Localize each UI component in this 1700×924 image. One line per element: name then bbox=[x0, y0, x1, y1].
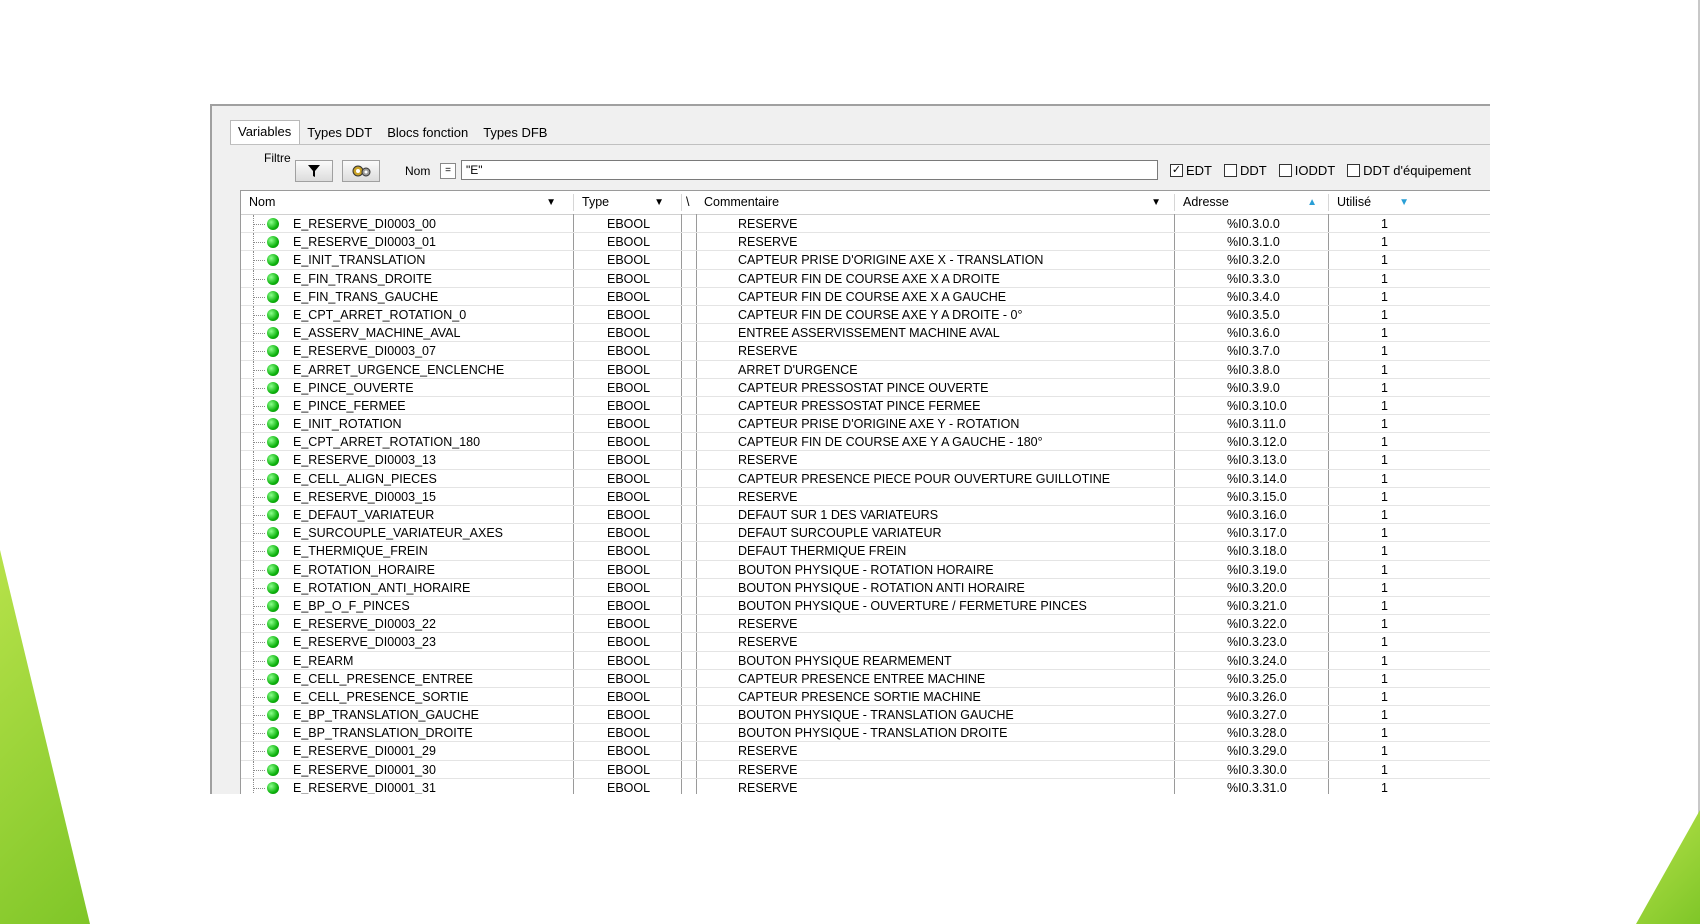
variable-name-cell: E_ASSERV_MACHINE_AVAL bbox=[293, 326, 461, 341]
variable-type-cell: EBOOL bbox=[607, 544, 651, 559]
variable-status-icon bbox=[267, 436, 279, 448]
variable-name-cell: E_REARM bbox=[293, 653, 354, 668]
filter-label: Filtre bbox=[264, 151, 291, 165]
variable-status-icon bbox=[267, 691, 279, 703]
variable-used-cell: 1 bbox=[1381, 253, 1388, 268]
variables-table bbox=[240, 190, 1490, 794]
variable-status-icon bbox=[267, 327, 279, 339]
variable-address-cell: %I0.3.10.0 bbox=[1227, 398, 1287, 413]
variable-comment-cell: RESERVE bbox=[738, 744, 798, 759]
column-header-address[interactable]: Adresse ▲ bbox=[1175, 191, 1327, 214]
variable-address-cell: %I0.3.22.0 bbox=[1227, 617, 1287, 632]
variable-name-cell: E_FIN_TRANS_DROITE bbox=[293, 271, 432, 286]
variable-status-icon bbox=[267, 273, 279, 285]
variable-status-icon bbox=[267, 218, 279, 230]
variable-type-cell: EBOOL bbox=[607, 217, 651, 231]
table-row[interactable] bbox=[241, 379, 1490, 397]
table-row[interactable] bbox=[241, 415, 1490, 433]
variable-used-cell: 1 bbox=[1381, 544, 1388, 559]
variable-used-cell: 1 bbox=[1381, 526, 1388, 541]
table-row[interactable] bbox=[241, 233, 1490, 251]
variable-used-cell: 1 bbox=[1381, 453, 1388, 468]
variable-type-cell: EBOOL bbox=[607, 526, 651, 541]
variable-name-cell: E_ROTATION_ANTI_HORAIRE bbox=[293, 580, 471, 595]
tree-connector bbox=[253, 551, 265, 552]
variable-status-icon bbox=[267, 236, 279, 248]
table-row[interactable] bbox=[241, 288, 1490, 306]
variable-type-cell: EBOOL bbox=[607, 307, 651, 322]
variable-used-cell: 1 bbox=[1381, 217, 1388, 231]
variable-type-cell: EBOOL bbox=[607, 417, 651, 432]
variable-used-cell: 1 bbox=[1381, 417, 1388, 432]
column-header-name[interactable]: Nom ▼ bbox=[241, 191, 566, 214]
tree-connector bbox=[253, 733, 265, 734]
table-row[interactable] bbox=[241, 688, 1490, 706]
variable-address-cell: %I0.3.6.0 bbox=[1227, 326, 1280, 341]
variable-type-cell: EBOOL bbox=[607, 471, 651, 486]
variable-address-cell: %I0.3.0.0 bbox=[1227, 217, 1280, 231]
variable-address-cell: %I0.3.14.0 bbox=[1227, 471, 1287, 486]
table-row[interactable] bbox=[241, 270, 1490, 288]
tab-ddt-types[interactable]: Types DDT bbox=[300, 122, 380, 145]
variable-status-icon bbox=[267, 527, 279, 539]
table-row[interactable] bbox=[241, 506, 1490, 524]
variable-name-cell: E_ROTATION_HORAIRE bbox=[293, 562, 435, 577]
variable-name-cell: E_RESERVE_DI0001_30 bbox=[293, 762, 436, 777]
variable-type-cell: EBOOL bbox=[607, 435, 651, 450]
variable-address-cell: %I0.3.15.0 bbox=[1227, 489, 1287, 504]
tree-connector bbox=[253, 497, 265, 498]
tree-connector bbox=[253, 606, 265, 607]
variable-used-cell: 1 bbox=[1381, 508, 1388, 522]
type-checkboxes bbox=[1170, 163, 1471, 178]
variable-type-cell: EBOOL bbox=[607, 271, 651, 286]
variable-used-cell: 1 bbox=[1381, 344, 1388, 359]
variable-type-cell: EBOOL bbox=[607, 398, 651, 413]
variable-type-cell: EBOOL bbox=[607, 235, 651, 250]
variable-status-icon bbox=[267, 454, 279, 466]
name-filter-input[interactable] bbox=[461, 160, 1158, 180]
variable-address-cell: %I0.3.29.0 bbox=[1227, 744, 1287, 759]
variable-address-cell: %I0.3.2.0 bbox=[1227, 253, 1280, 268]
variable-status-icon bbox=[267, 564, 279, 576]
variable-address-cell: %I0.3.18.0 bbox=[1227, 544, 1287, 559]
tab-variables[interactable]: Variables bbox=[230, 120, 300, 145]
table-row[interactable] bbox=[241, 306, 1490, 324]
variable-name-cell: E_ARRET_URGENCE_ENCLENCHE bbox=[293, 362, 505, 377]
filter-settings-button[interactable] bbox=[342, 160, 380, 182]
variable-address-cell: %I0.3.25.0 bbox=[1227, 671, 1287, 686]
variable-comment-cell: CAPTEUR PRESENCE SORTIE MACHINE bbox=[738, 689, 981, 704]
variable-used-cell: 1 bbox=[1381, 380, 1388, 395]
variable-name-cell: E_RESERVE_DI0003_01 bbox=[293, 235, 436, 250]
variable-name-cell: E_INIT_ROTATION bbox=[293, 417, 402, 432]
variable-type-cell: EBOOL bbox=[607, 617, 651, 632]
variable-status-icon bbox=[267, 745, 279, 757]
tree-connector bbox=[253, 224, 265, 225]
variable-name-cell: E_RESERVE_DI0001_31 bbox=[293, 780, 436, 794]
variable-name-cell: E_CELL_PRESENCE_SORTIE bbox=[293, 689, 469, 704]
variable-used-cell: 1 bbox=[1381, 235, 1388, 250]
tree-connector bbox=[253, 588, 265, 589]
variable-name-cell: E_RESERVE_DI0003_13 bbox=[293, 453, 436, 468]
variable-status-icon bbox=[267, 600, 279, 612]
variable-status-icon bbox=[267, 764, 279, 776]
variable-status-icon bbox=[267, 727, 279, 739]
variable-comment-cell: BOUTON PHYSIQUE - OUVERTURE / FERMETURE PINCES bbox=[738, 598, 1087, 613]
column-header-used[interactable]: Utilisé ▼ bbox=[1329, 191, 1419, 214]
variable-used-cell: 1 bbox=[1381, 744, 1388, 759]
table-row[interactable] bbox=[241, 779, 1490, 794]
variable-status-icon bbox=[267, 400, 279, 412]
gears-icon bbox=[350, 163, 372, 179]
tab-dfb-types[interactable]: Types DFB bbox=[476, 122, 555, 145]
tree-connector bbox=[253, 697, 265, 698]
variable-type-cell: EBOOL bbox=[607, 689, 651, 704]
variable-comment-cell: CAPTEUR PRESSOSTAT PINCE OUVERTE bbox=[738, 380, 989, 395]
variable-type-cell: EBOOL bbox=[607, 380, 651, 395]
variable-name-cell: E_FIN_TRANS_GAUCHE bbox=[293, 289, 439, 304]
variable-address-cell: %I0.3.12.0 bbox=[1227, 435, 1287, 450]
tree-connector bbox=[253, 242, 265, 243]
tree-connector bbox=[253, 388, 265, 389]
variable-used-cell: 1 bbox=[1381, 653, 1388, 668]
variable-address-cell: %I0.3.16.0 bbox=[1227, 508, 1287, 522]
variable-used-cell: 1 bbox=[1381, 289, 1388, 304]
variable-used-cell: 1 bbox=[1381, 598, 1388, 613]
tree-connector bbox=[253, 661, 265, 662]
tab-bar bbox=[230, 122, 555, 144]
variable-comment-cell: DEFAUT THERMIQUE FREIN bbox=[738, 544, 907, 559]
table-row[interactable] bbox=[241, 361, 1490, 379]
variable-address-cell: %I0.3.17.0 bbox=[1227, 526, 1287, 541]
slide-decoration-left bbox=[0, 550, 90, 924]
variable-name-cell: E_BP_TRANSLATION_GAUCHE bbox=[293, 708, 479, 723]
tree-connector bbox=[253, 333, 265, 334]
variable-name-cell: E_DEFAUT_VARIATEUR bbox=[293, 508, 435, 522]
variable-address-cell: %I0.3.28.0 bbox=[1227, 726, 1287, 741]
variable-comment-cell: CAPTEUR FIN DE COURSE AXE Y A GAUCHE - 180° bbox=[738, 435, 1043, 450]
variable-address-cell: %I0.3.5.0 bbox=[1227, 307, 1280, 322]
variable-used-cell: 1 bbox=[1381, 326, 1388, 341]
table-row[interactable] bbox=[241, 433, 1490, 451]
variable-comment-cell: CAPTEUR PRESSOSTAT PINCE FERMEE bbox=[738, 398, 981, 413]
empty-checkbox-icon bbox=[1224, 164, 1237, 177]
tree-connector bbox=[253, 715, 265, 716]
variable-status-icon bbox=[267, 364, 279, 376]
edt-checkbox[interactable]: ✓ EDT bbox=[1171, 163, 1212, 178]
table-row[interactable] bbox=[241, 542, 1490, 560]
variable-used-cell: 1 bbox=[1381, 635, 1388, 650]
tree-connector bbox=[253, 624, 265, 625]
variable-comment-cell: CAPTEUR FIN DE COURSE AXE Y A DROITE - 0° bbox=[738, 307, 1023, 322]
tree-connector bbox=[253, 424, 265, 425]
tree-connector bbox=[253, 788, 265, 789]
variable-address-cell: %I0.3.21.0 bbox=[1227, 598, 1287, 613]
table-row[interactable] bbox=[241, 342, 1490, 360]
variable-type-cell: EBOOL bbox=[607, 508, 651, 522]
funnel-icon bbox=[307, 164, 321, 178]
variable-name-cell: E_INIT_TRANSLATION bbox=[293, 253, 426, 268]
ioddt-checkbox[interactable]: IODDT bbox=[1279, 163, 1335, 178]
variable-used-cell: 1 bbox=[1381, 562, 1388, 577]
variable-used-cell: 1 bbox=[1381, 689, 1388, 704]
table-row[interactable] bbox=[241, 706, 1490, 724]
variable-name-cell: E_RESERVE_DI0003_23 bbox=[293, 635, 436, 650]
variable-comment-cell: CAPTEUR PRISE D'ORIGINE AXE X - TRANSLATION bbox=[738, 253, 1044, 268]
variable-comment-cell: BOUTON PHYSIQUE - ROTATION HORAIRE bbox=[738, 562, 994, 577]
variable-address-cell: %I0.3.9.0 bbox=[1227, 380, 1280, 395]
variable-address-cell: %I0.3.3.0 bbox=[1227, 271, 1280, 286]
table-body bbox=[241, 215, 1490, 794]
tree-connector bbox=[253, 370, 265, 371]
column-header-type[interactable]: Type ▼ bbox=[574, 191, 674, 214]
variable-comment-cell: CAPTEUR PRESENCE ENTREE MACHINE bbox=[738, 671, 986, 686]
variable-type-cell: EBOOL bbox=[607, 344, 651, 359]
filter-group bbox=[242, 151, 1490, 192]
variable-status-icon bbox=[267, 618, 279, 630]
variable-comment-cell: CAPTEUR FIN DE COURSE AXE X A GAUCHE bbox=[738, 289, 1007, 304]
table-row[interactable] bbox=[241, 597, 1490, 615]
tree-connector bbox=[253, 406, 265, 407]
table-row[interactable] bbox=[241, 561, 1490, 579]
variable-name-cell: E_RESERVE_DI0003_00 bbox=[293, 217, 436, 231]
variable-name-cell: E_PINCE_FERMEE bbox=[293, 398, 406, 413]
variable-name-cell: E_RESERVE_DI0003_15 bbox=[293, 489, 436, 504]
table-row[interactable] bbox=[241, 579, 1490, 597]
table-row[interactable] bbox=[241, 724, 1490, 742]
dropdown-arrow-icon[interactable]: ▼ bbox=[1151, 197, 1161, 208]
table-row[interactable] bbox=[241, 215, 1490, 233]
variable-name-cell: E_CPT_ARRET_ROTATION_0 bbox=[293, 307, 467, 322]
variable-status-icon bbox=[267, 473, 279, 485]
variable-comment-cell: CAPTEUR PRESENCE PIECE POUR OUVERTURE GUILLOTINE bbox=[738, 471, 1111, 486]
tree-connector bbox=[253, 679, 265, 680]
variable-used-cell: 1 bbox=[1381, 435, 1388, 450]
variable-address-cell: %I0.3.7.0 bbox=[1227, 344, 1280, 359]
variable-used-cell: 1 bbox=[1381, 398, 1388, 413]
variable-address-cell: %I0.3.13.0 bbox=[1227, 453, 1287, 468]
tree-connector bbox=[253, 260, 265, 261]
variable-address-cell: %I0.3.31.0 bbox=[1227, 780, 1287, 794]
tree-connector bbox=[253, 570, 265, 571]
variable-type-cell: EBOOL bbox=[607, 362, 651, 377]
variable-type-cell: EBOOL bbox=[607, 653, 651, 668]
tree-connector bbox=[253, 479, 265, 480]
table-row[interactable] bbox=[241, 488, 1490, 506]
variable-address-cell: %I0.3.11.0 bbox=[1227, 417, 1286, 432]
variable-status-icon bbox=[267, 418, 279, 430]
table-row[interactable] bbox=[241, 652, 1490, 670]
table-row[interactable] bbox=[241, 742, 1490, 760]
variable-comment-cell: CAPTEUR FIN DE COURSE AXE X A DROITE bbox=[738, 271, 1000, 286]
tree-connector bbox=[253, 442, 265, 443]
variable-comment-cell: DEFAUT SURCOUPLE VARIATEUR bbox=[738, 526, 942, 541]
variable-name-cell: E_BP_O_F_PINCES bbox=[293, 598, 410, 613]
variable-status-icon bbox=[267, 382, 279, 394]
variable-status-icon bbox=[267, 509, 279, 521]
variable-status-icon bbox=[267, 636, 279, 648]
variable-status-icon bbox=[267, 254, 279, 266]
variable-status-icon bbox=[267, 782, 279, 794]
variable-type-cell: EBOOL bbox=[607, 453, 651, 468]
slide-decoration-right bbox=[1636, 810, 1700, 924]
tree-connector bbox=[253, 460, 265, 461]
name-filter-label: Nom bbox=[405, 164, 431, 178]
variable-used-cell: 1 bbox=[1381, 362, 1388, 377]
variable-status-icon bbox=[267, 655, 279, 667]
table-row[interactable] bbox=[241, 524, 1490, 542]
empty-checkbox-icon bbox=[1279, 164, 1292, 177]
variable-comment-cell: RESERVE bbox=[738, 617, 798, 632]
variable-address-cell: %I0.3.24.0 bbox=[1227, 653, 1287, 668]
variable-type-cell: EBOOL bbox=[607, 289, 651, 304]
table-row[interactable] bbox=[241, 451, 1490, 469]
variable-type-cell: EBOOL bbox=[607, 489, 651, 504]
variable-used-cell: 1 bbox=[1381, 489, 1388, 504]
variable-name-cell: E_RESERVE_DI0003_07 bbox=[293, 344, 436, 359]
variable-used-cell: 1 bbox=[1381, 617, 1388, 632]
variable-comment-cell: ARRET D'URGENCE bbox=[738, 362, 858, 377]
variable-status-icon bbox=[267, 673, 279, 685]
variable-type-cell: EBOOL bbox=[607, 326, 651, 341]
variable-used-cell: 1 bbox=[1381, 307, 1388, 322]
variable-type-cell: EBOOL bbox=[607, 708, 651, 723]
variable-comment-cell: RESERVE bbox=[738, 635, 798, 650]
variable-type-cell: EBOOL bbox=[607, 598, 651, 613]
table-row[interactable] bbox=[241, 761, 1490, 779]
variable-address-cell: %I0.3.19.0 bbox=[1227, 562, 1287, 577]
tab-divider bbox=[230, 144, 1490, 145]
variable-comment-cell: CAPTEUR PRISE D'ORIGINE AXE Y - ROTATION bbox=[738, 417, 1020, 432]
variable-name-cell: E_BP_TRANSLATION_DROITE bbox=[293, 726, 473, 741]
variable-status-icon bbox=[267, 345, 279, 357]
tree-connector bbox=[253, 751, 265, 752]
variable-used-cell: 1 bbox=[1381, 780, 1388, 794]
variable-type-cell: EBOOL bbox=[607, 780, 651, 794]
variable-address-cell: %I0.3.26.0 bbox=[1227, 689, 1287, 704]
variable-address-cell: %I0.3.4.0 bbox=[1227, 289, 1280, 304]
equals-operator-button[interactable]: = bbox=[440, 163, 456, 179]
tree-connector bbox=[253, 770, 265, 771]
tree-connector bbox=[253, 315, 265, 316]
table-row[interactable] bbox=[241, 251, 1490, 269]
variable-address-cell: %I0.3.27.0 bbox=[1227, 708, 1287, 723]
tree-connector bbox=[253, 351, 265, 352]
variable-comment-cell: BOUTON PHYSIQUE - ROTATION ANTI HORAIRE bbox=[738, 580, 1025, 595]
variable-status-icon bbox=[267, 582, 279, 594]
variable-comment-cell: RESERVE bbox=[738, 489, 798, 504]
checkmark-icon: ✓ bbox=[1171, 164, 1182, 176]
variable-status-icon bbox=[267, 309, 279, 321]
tree-connector bbox=[253, 533, 265, 534]
variable-name-cell: E_CELL_PRESENCE_ENTREE bbox=[293, 671, 473, 686]
variable-comment-cell: RESERVE bbox=[738, 344, 798, 359]
variable-status-icon bbox=[267, 291, 279, 303]
variable-type-cell: EBOOL bbox=[607, 635, 651, 650]
table-row[interactable] bbox=[241, 633, 1490, 651]
variable-comment-cell: RESERVE bbox=[738, 762, 798, 777]
table-row[interactable] bbox=[241, 324, 1490, 342]
variable-comment-cell: RESERVE bbox=[738, 453, 798, 468]
variable-address-cell: %I0.3.30.0 bbox=[1227, 762, 1287, 777]
variable-type-cell: EBOOL bbox=[607, 744, 651, 759]
variable-type-cell: EBOOL bbox=[607, 762, 651, 777]
variable-used-cell: 1 bbox=[1381, 271, 1388, 286]
dropdown-arrow-icon[interactable]: ▼ bbox=[546, 197, 556, 208]
variable-address-cell: %I0.3.8.0 bbox=[1227, 362, 1280, 377]
variable-used-cell: 1 bbox=[1381, 471, 1388, 486]
variable-name-cell: E_CELL_ALIGN_PIECES bbox=[293, 471, 437, 486]
tree-connector bbox=[253, 279, 265, 280]
variable-used-cell: 1 bbox=[1381, 671, 1388, 686]
variable-used-cell: 1 bbox=[1381, 580, 1388, 595]
equipment-ddt-checkbox[interactable]: DDT d'équipement bbox=[1347, 163, 1471, 178]
variable-name-cell: E_PINCE_OUVERTE bbox=[293, 380, 414, 395]
variable-comment-cell: DEFAUT SUR 1 DES VARIATEURS bbox=[738, 508, 939, 522]
variable-comment-cell: BOUTON PHYSIQUE REARMEMENT bbox=[738, 653, 952, 668]
variable-comment-cell: RESERVE bbox=[738, 235, 798, 250]
variable-comment-cell: ENTREE ASSERVISSEMENT MACHINE AVAL bbox=[738, 326, 1000, 341]
data-editor-window bbox=[210, 104, 1490, 794]
variable-comment-cell: BOUTON PHYSIQUE - TRANSLATION DROITE bbox=[738, 726, 1008, 741]
sort-descending-icon[interactable]: ▼ bbox=[1399, 197, 1409, 208]
variable-name-cell: E_CPT_ARRET_ROTATION_180 bbox=[293, 435, 481, 450]
tree-connector bbox=[253, 642, 265, 643]
table-header bbox=[241, 191, 1490, 215]
variable-status-icon bbox=[267, 709, 279, 721]
variable-address-cell: %I0.3.23.0 bbox=[1227, 635, 1287, 650]
variable-address-cell: %I0.3.1.0 bbox=[1227, 235, 1280, 250]
tree-connector bbox=[253, 515, 265, 516]
table-row[interactable] bbox=[241, 470, 1490, 488]
variable-name-cell: E_RESERVE_DI0001_29 bbox=[293, 744, 436, 759]
variable-address-cell: %I0.3.20.0 bbox=[1227, 580, 1287, 595]
variable-type-cell: EBOOL bbox=[607, 580, 651, 595]
variable-type-cell: EBOOL bbox=[607, 562, 651, 577]
variable-name-cell: E_SURCOUPLE_VARIATEUR_AXES bbox=[293, 526, 504, 541]
tab-function-blocks[interactable]: Blocs fonction bbox=[380, 122, 476, 145]
dropdown-arrow-icon[interactable]: ▼ bbox=[654, 197, 664, 208]
variable-comment-cell: RESERVE bbox=[738, 217, 798, 231]
variable-type-cell: EBOOL bbox=[607, 671, 651, 686]
ddt-checkbox[interactable]: DDT bbox=[1224, 163, 1267, 178]
variable-name-cell: E_RESERVE_DI0003_22 bbox=[293, 617, 436, 632]
variable-type-cell: EBOOL bbox=[607, 253, 651, 268]
empty-checkbox-icon bbox=[1347, 164, 1360, 177]
table-row[interactable] bbox=[241, 397, 1490, 415]
column-header-comment[interactable]: Commentaire ▼ bbox=[696, 191, 1171, 214]
tree-connector bbox=[253, 297, 265, 298]
sort-ascending-icon[interactable]: ▲ bbox=[1307, 197, 1317, 208]
variable-used-cell: 1 bbox=[1381, 762, 1388, 777]
column-header-slash[interactable]: \ bbox=[686, 195, 690, 209]
variable-name-cell: E_THERMIQUE_FREIN bbox=[293, 544, 428, 559]
variable-type-cell: EBOOL bbox=[607, 726, 651, 741]
tree-connector bbox=[253, 779, 255, 794]
variable-status-icon bbox=[267, 491, 279, 503]
variable-comment-cell: BOUTON PHYSIQUE - TRANSLATION GAUCHE bbox=[738, 708, 1014, 723]
variable-comment-cell: RESERVE bbox=[738, 780, 798, 794]
table-row[interactable] bbox=[241, 615, 1490, 633]
apply-filter-button[interactable] bbox=[295, 160, 333, 182]
variable-used-cell: 1 bbox=[1381, 708, 1388, 723]
table-row[interactable] bbox=[241, 670, 1490, 688]
variable-used-cell: 1 bbox=[1381, 726, 1388, 741]
variable-status-icon bbox=[267, 545, 279, 557]
